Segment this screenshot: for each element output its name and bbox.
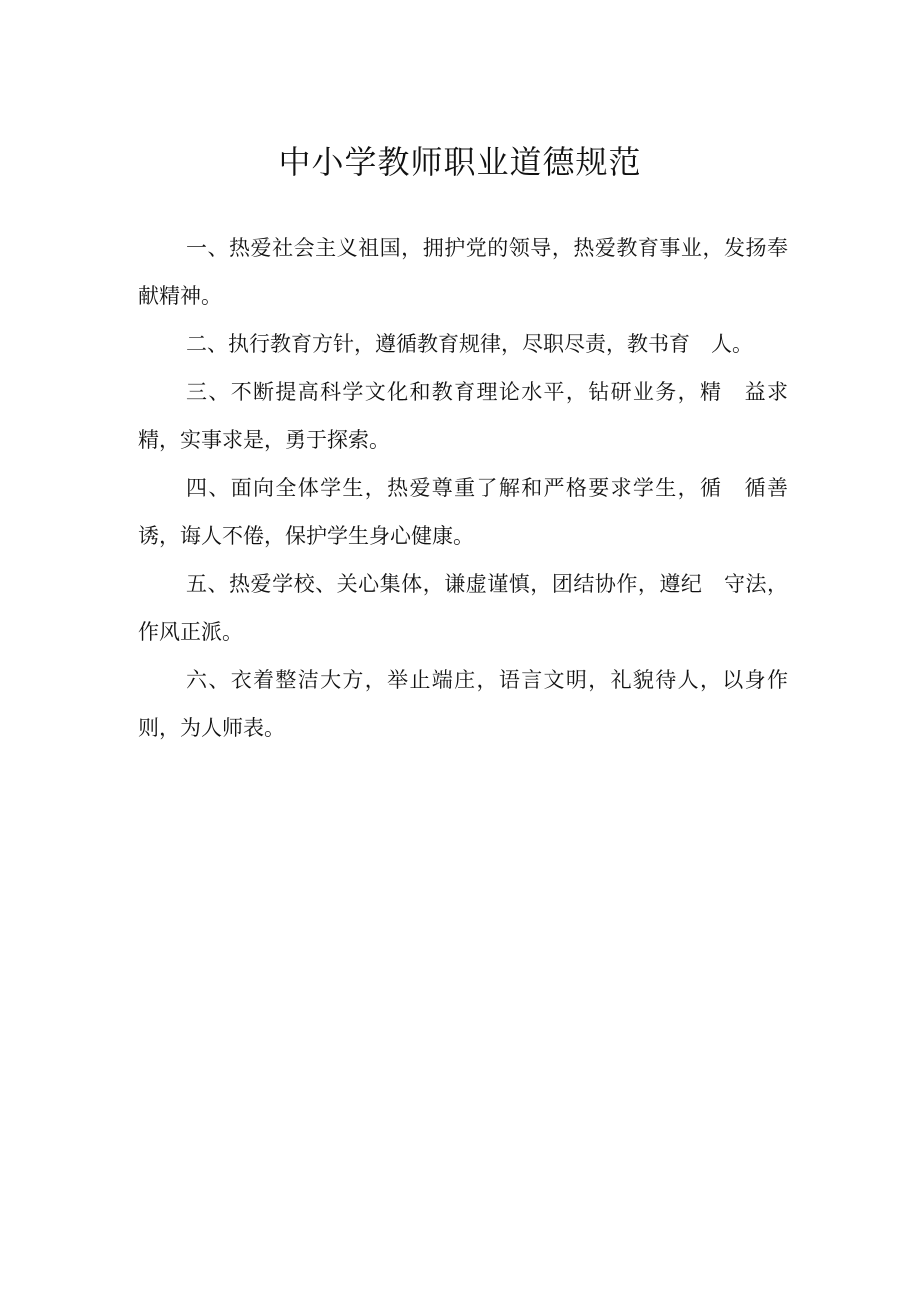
paragraph-6: 六、衣着整洁大方，举止端庄，语言文明，礼貌待人，以身作则，为人师表。	[138, 668, 788, 740]
paragraph-3: 三、不断提高科学文化和教育理论水平，钻研业务，精 益求精，实事求是，勇于探索。	[138, 380, 788, 452]
paragraph-5: 五、热爱学校、关心集体，谦虚谨慎，团结协作，遵纪 守法，作风正派。	[138, 572, 788, 644]
paragraph-4: 四、面向全体学生，热爱尊重了解和严格要求学生，循 循善诱，诲人不倦，保护学生身心健康。	[138, 476, 788, 548]
document-body	[138, 224, 788, 752]
document-title: 中小学教师职业道德规范	[278, 143, 642, 181]
paragraph-1: 一、热爱社会主义祖国，拥护党的领导，热爱教育事业，发扬奉献精神。	[138, 236, 788, 308]
paragraph-2: 二、执行教育方针，遵循教育规律，尽职尽责，教书育 人。	[186, 332, 753, 356]
